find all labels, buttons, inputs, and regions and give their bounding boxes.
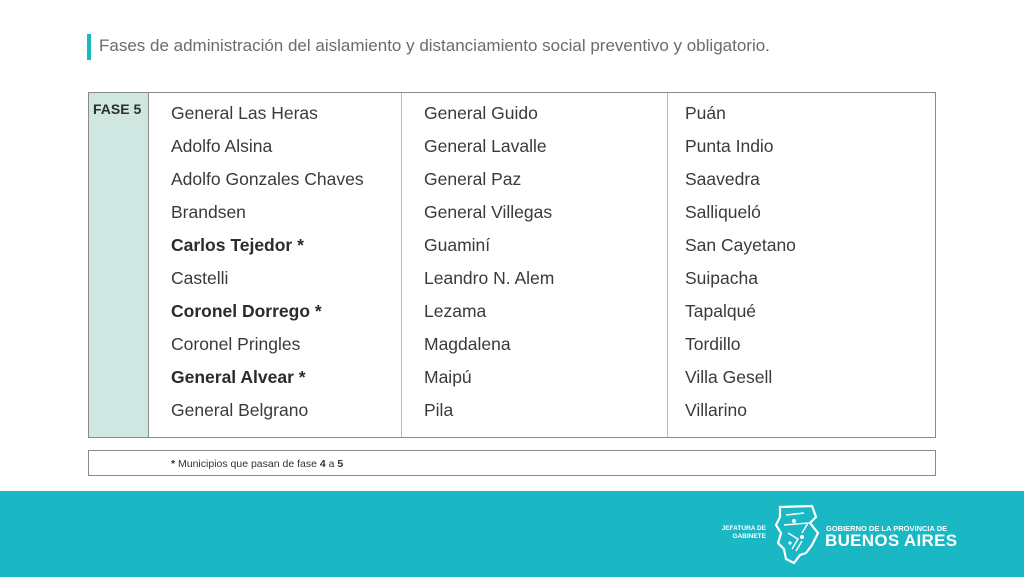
- footnote-star: *: [171, 458, 176, 470]
- list-item: General Paz: [424, 169, 522, 189]
- list-item: Coronel Dorrego *: [171, 301, 322, 321]
- title-accent-bar: [87, 34, 91, 60]
- list-item: Maipú: [424, 367, 472, 387]
- footnote: [88, 450, 936, 476]
- list-item: Adolfo Alsina: [171, 136, 273, 156]
- list-item: General Alvear *: [171, 367, 306, 387]
- list-item: Brandsen: [171, 202, 246, 222]
- page-title: Fases de administración del aislamiento y distanciamiento social preventivo y obligatorio.: [99, 36, 770, 55]
- list-item: Tapalqué: [685, 301, 757, 321]
- list-item: Carlos Tejedor *: [171, 235, 304, 255]
- list-item: Magdalena: [424, 334, 511, 354]
- list-item: San Cayetano: [685, 235, 796, 255]
- list-item: Saavedra: [685, 169, 760, 189]
- list-item: Guaminí: [424, 235, 491, 255]
- list-item: Leandro N. Alem: [424, 268, 555, 288]
- list-item: Salliqueló: [685, 202, 761, 222]
- footnote-from-phase: 4: [319, 458, 326, 470]
- jefatura-label: JEFATURA DE GABINETE: [721, 525, 766, 540]
- list-item: General Lavalle: [424, 136, 547, 156]
- list-item: Suipacha: [685, 268, 758, 288]
- list-item: Punta Indio: [685, 136, 774, 156]
- list-item: Villarino: [685, 400, 747, 420]
- list-item: General Guido: [424, 103, 538, 123]
- list-item: Adolfo Gonzales Chaves: [171, 169, 364, 189]
- footnote-connector: a: [325, 458, 338, 470]
- list-item: Castelli: [171, 268, 229, 288]
- list-item: General Las Heras: [171, 103, 318, 123]
- gobierno-label: GOBIERNO DE LA PROVINCIA DE: [826, 524, 948, 533]
- province-map-icon: [772, 503, 822, 565]
- footnote-text: Municipios que pasan de fase: [175, 458, 320, 470]
- phase-label: FASE 5: [89, 93, 149, 437]
- municipios-column-1: [149, 93, 402, 437]
- list-item: Coronel Pringles: [171, 334, 301, 354]
- municipios-table: [88, 92, 936, 438]
- list-item: Puán: [685, 103, 726, 123]
- list-item: Lezama: [424, 301, 487, 321]
- list-item: General Belgrano: [171, 400, 309, 420]
- footnote-to-phase: 5: [337, 458, 344, 470]
- municipios-column-3: [668, 93, 935, 437]
- list-item: General Villegas: [424, 202, 553, 222]
- list-item: Villa Gesell: [685, 367, 773, 387]
- list-item: Tordillo: [685, 334, 741, 354]
- list-item: Pila: [424, 400, 454, 420]
- municipios-column-2: [402, 93, 668, 437]
- buenos-aires-label: BUENOS AIRES: [825, 531, 958, 550]
